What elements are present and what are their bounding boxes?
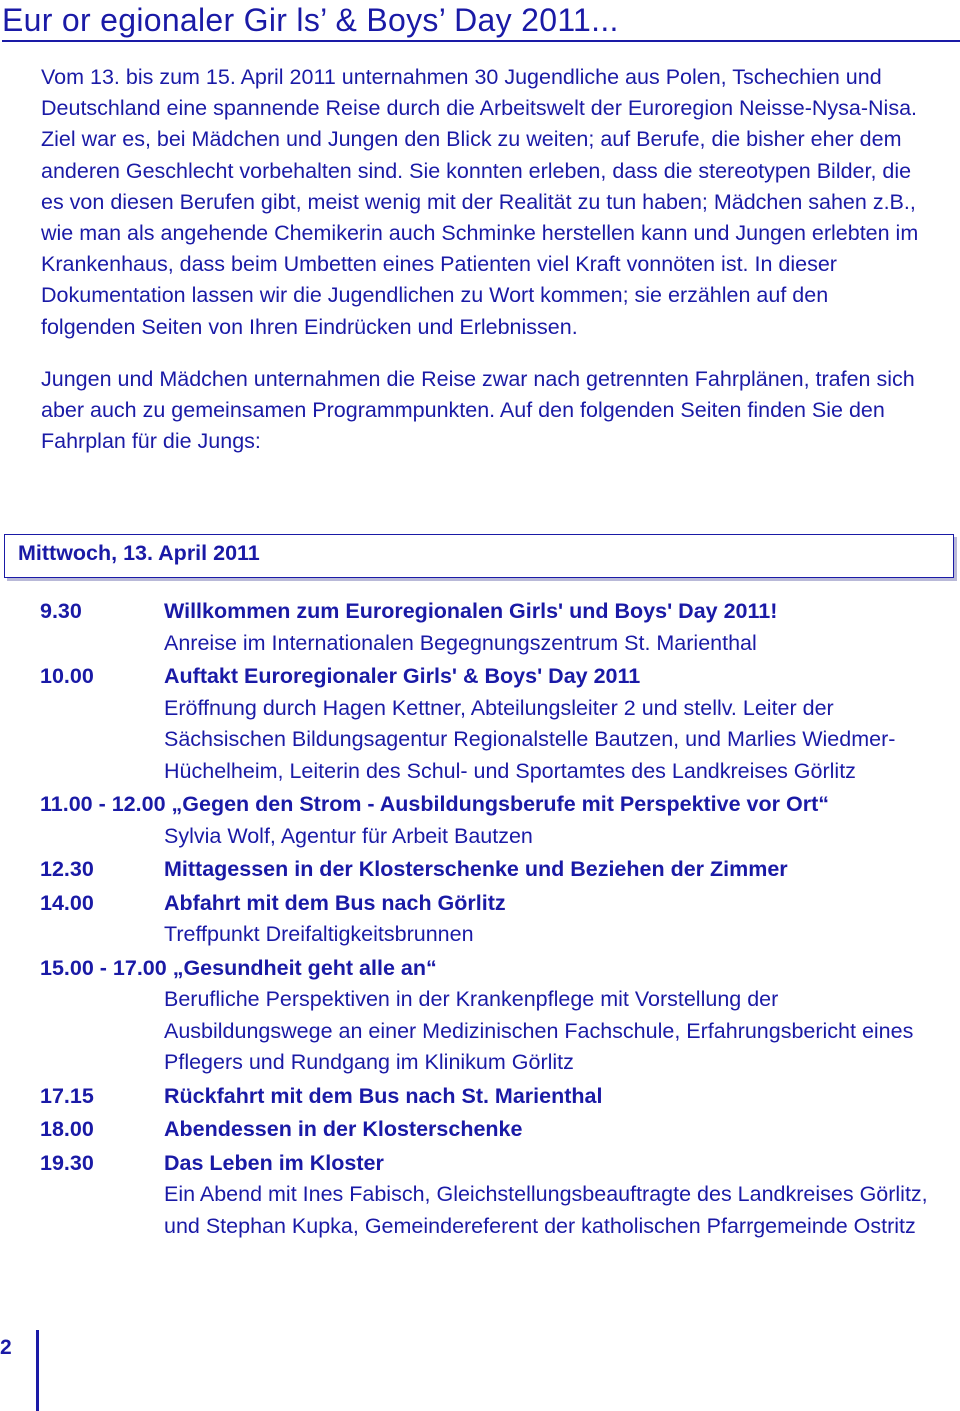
entry-headline: Das Leben im Kloster — [164, 1150, 384, 1175]
intro-paragraph-1: Vom 13. bis zum 15. April 2011 unternahmen 30 Jugendliche aus Polen, Tschechien und Deutschland eine spannende Reise durch die Arbeitswelt der Euroregion Neisse-Nysa-Nisa. Ziel war es, bei Mädchen und Jungen den Blick zu weiten; auf Berufe, die bisher eher dem anderen Geschlecht vorbehalten sind. Sie konnten erleben, dass die stereotypen Bilder, die es von diesen Berufen gibt, meist wenig mit der Realität zu tun haben; Mädchen sahen z.B., wie man als angehende Chemikerin auch Schminke herstellen kann und Jungen erlebten im Krankenhaus, dass beim Umbetten eines Patienten viel Kraft vonnöten ist. In dieser Dokumentation lassen wir die Jugendlichen zu Wort kommen; sie erzählen auf den folgenden Seiten von Ihren Eindrücken und Erlebnissen. — [41, 65, 919, 339]
entry-headline: „Gesundheit geht alle an“ — [172, 955, 437, 980]
schedule-entry — [40, 789, 940, 852]
entry-headline: „Gegen den Strom - Ausbildungsberufe mit Perspektive vor Ort“ — [171, 792, 829, 816]
schedule-entry — [40, 661, 940, 787]
entry-headline: Auftakt Euroregionaler Girls' & Boys' Day 2011 — [164, 664, 641, 688]
entry-time: 12.30 — [40, 857, 94, 881]
page-title: Eur or egionaler Gir ls’ & Boys’ Day 2011... — [2, 0, 960, 42]
schedule-entry — [40, 854, 940, 886]
entry-headline: Abendessen in der Klosterschenke — [164, 1117, 523, 1141]
entry-detail: Eröffnung durch Hagen Kettner, Abteilungsleiter 2 und stellv. Leiter der Sächsischen Bildungsagentur Regionalstelle Bautzen, und Marlies Wiedmer-Hüchelheim, Leiterin des Schul- und Sportamtes des Landkreises Görlitz — [164, 695, 896, 783]
entry-headline: Willkommen zum Euroregionalen Girls' und Boys' Day 2011! — [164, 599, 778, 623]
margin-rule — [36, 1330, 39, 1411]
entry-detail: Sylvia Wolf, Agentur für Arbeit Bautzen — [164, 823, 533, 848]
entry-time: 11.00 - 12.00 — [40, 792, 166, 816]
entry-headline-row — [40, 953, 940, 985]
entry-detail: Berufliche Perspektiven in der Krankenpflege mit Vorstellung der Ausbildungswege an einer Medizinischen Fachschule, Erfahrungsbericht eines Pflegers und Rundgang im Klinikum Görlitz — [164, 987, 914, 1074]
entry-headline: Rückfahrt mit dem Bus nach St. Marienthal — [164, 1083, 603, 1108]
schedule-entry — [40, 1081, 940, 1113]
entry-time: 19.30 — [40, 1150, 94, 1175]
entry-detail: Treffpunkt Dreifaltigkeitsbrunnen — [164, 922, 474, 946]
day-heading-box — [4, 534, 954, 578]
intro-paragraph-2: Jungen und Mädchen unternahmen die Reise zwar nach getrennten Fahrplänen, trafen sich aber auch zu gemeinsamen Programmpunkten. Auf den folgenden Seiten finden Sie den Fahrplan für die Jungs: — [41, 366, 915, 454]
day-heading: Mittwoch, 13. April 2011 — [18, 541, 260, 565]
entry-time: 14.00 — [40, 890, 94, 915]
page-number: 2 — [0, 1336, 12, 1359]
intro-text — [41, 62, 921, 457]
entry-headline: Mittagessen in der Klosterschenke und Beziehen der Zimmer — [164, 857, 788, 881]
entry-time: 17.15 — [40, 1083, 94, 1108]
schedule-entry — [40, 953, 940, 1079]
schedule-entry — [40, 1148, 940, 1243]
schedule-entry — [40, 1114, 940, 1146]
entry-time: 15.00 - 17.00 — [40, 955, 167, 980]
entry-detail: Anreise im Internationalen Begegnungszentrum St. Marienthal — [164, 630, 757, 655]
entry-time: 18.00 — [40, 1117, 94, 1141]
schedule-list — [40, 596, 940, 1244]
entry-detail: Ein Abend mit Ines Fabisch, Gleichstellungsbeauftragte des Landkreises Görlitz, und Stephan Kupka, Gemeindereferent der katholischen Pfarrgemeinde Ostritz — [164, 1182, 928, 1238]
entry-time: 9.30 — [40, 599, 82, 623]
entry-headline: Abfahrt mit dem Bus nach Görlitz — [164, 890, 506, 915]
entry-headline-row — [40, 789, 940, 821]
schedule-entry — [40, 596, 940, 659]
schedule-entry — [40, 888, 940, 951]
entry-time: 10.00 — [40, 664, 94, 688]
